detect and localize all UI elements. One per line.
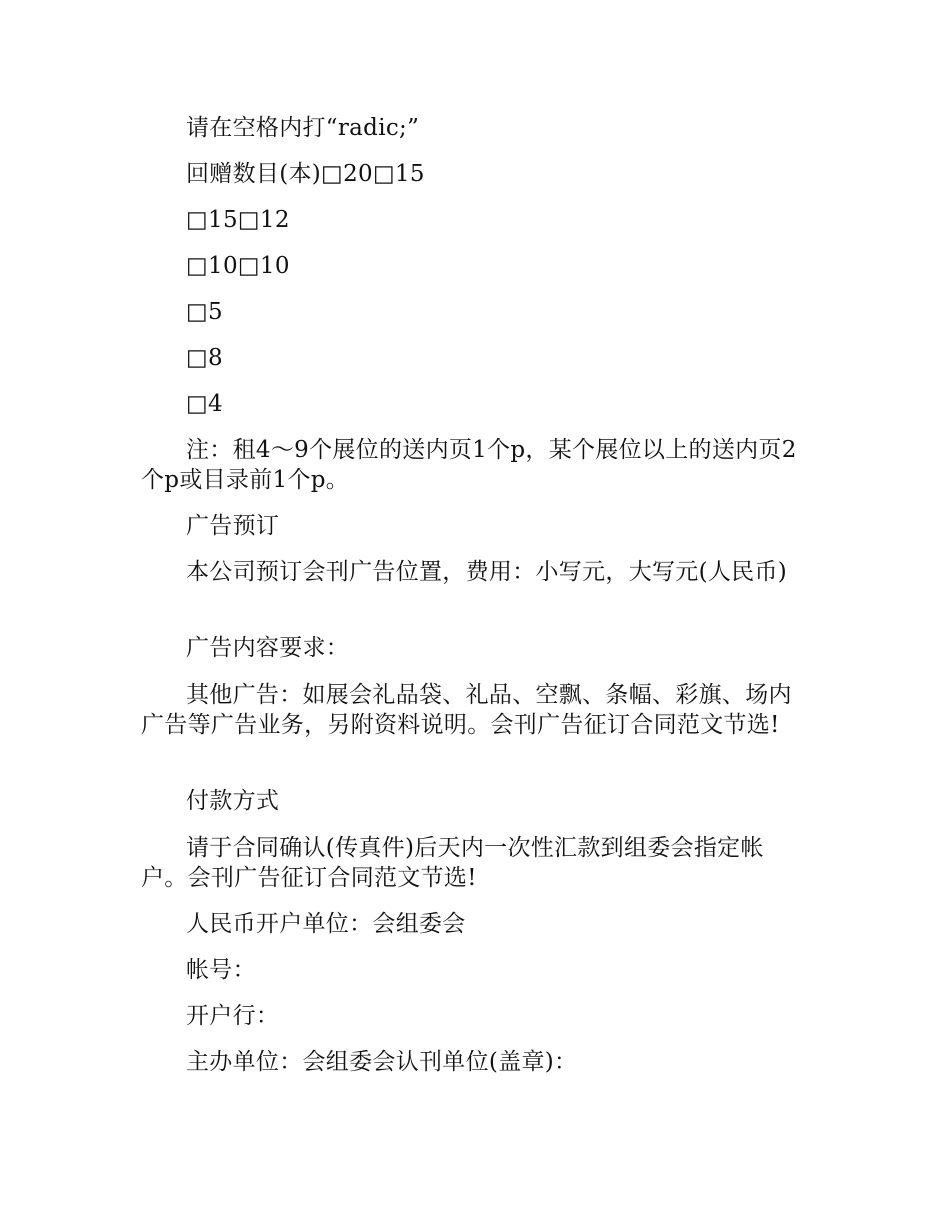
section-heading-payment: 付款方式: [186, 788, 280, 814]
account-holder-line: 人民币开户单位：会组委会: [186, 911, 466, 937]
checkbox-option-line: □8: [186, 345, 223, 371]
checkbox-option-line: □10□10: [186, 253, 290, 279]
checkbox-option-line: □15□12: [186, 207, 290, 233]
note-paragraph: 注：租4～9个展位的送内页1个p，某个展位以上的送内页2个p或目录前1个p。: [141, 437, 797, 493]
bank-line: 开户行：: [186, 1003, 280, 1029]
account-number-line: 帐号：: [186, 957, 256, 983]
payment-paragraph: 请于合同确认(传真件)后天内一次性汇款到组委会指定帐户。会刊广告征订合同范文节选!: [141, 835, 764, 891]
checkbox-option-line: □5: [186, 299, 223, 325]
ad-booking-paragraph: 本公司预订会刊广告位置，费用：小写元，大写元(人民币): [186, 559, 788, 585]
checkbox-option-line: □4: [186, 391, 223, 417]
section-heading-ad-booking: 广告预订: [186, 513, 280, 539]
organizer-signature-line: 主办单位：会组委会认刊单位(盖章)：: [186, 1049, 578, 1075]
instruction-line: 请在空格内打“radic;”: [186, 115, 420, 141]
ad-content-requirements: 广告内容要求：: [186, 635, 350, 661]
gift-quantity-line: 回赠数目(本)□20□15: [186, 161, 425, 187]
other-ads-paragraph: 其他广告：如展会礼品袋、礼品、空飘、条幅、彩旗、场内广告等广告业务，另附资料说明。会刊广告征订合同范文节选!: [141, 682, 792, 738]
